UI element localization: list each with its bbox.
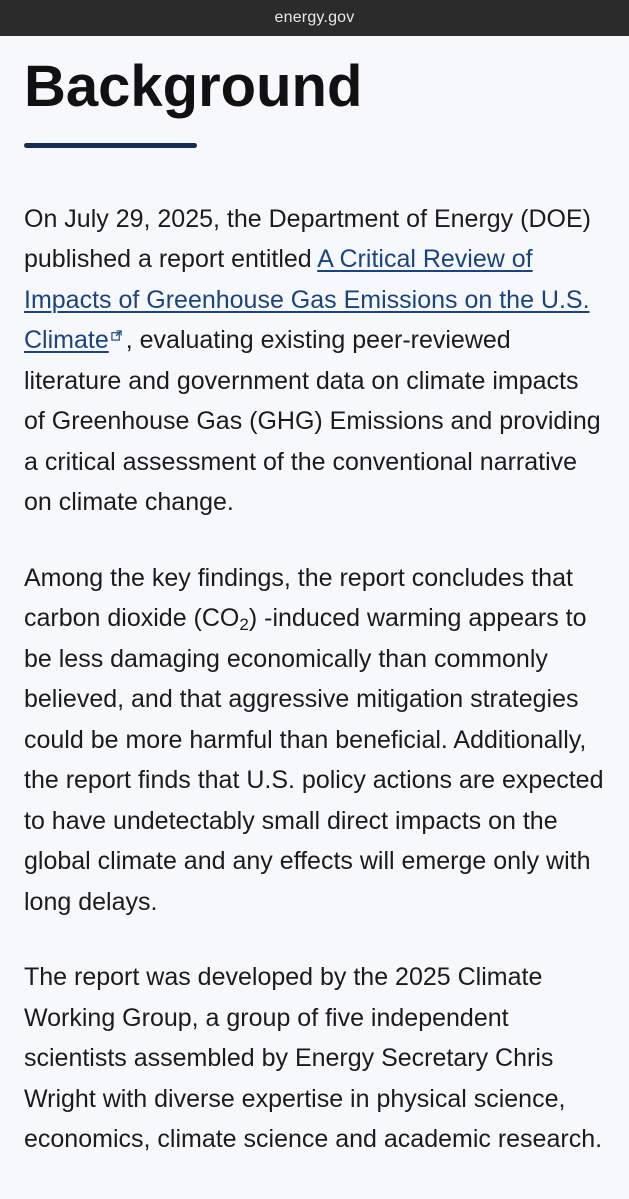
paragraph-2-text-before-sub: Among the key findings, the report concludes that carbon dioxide (CO <box>24 563 573 633</box>
title-underline-rule <box>24 143 197 148</box>
external-link-icon <box>111 330 122 341</box>
page-title: Background <box>24 54 363 119</box>
browser-url-bar[interactable] <box>0 0 629 36</box>
main-content <box>0 56 629 1160</box>
paragraph-report-intro <box>24 199 605 523</box>
url-text: energy.gov <box>274 9 355 26</box>
co2-subscript: 2 <box>239 615 249 635</box>
paragraph-key-findings <box>24 558 605 923</box>
paragraph-1-text-before-link: On July 29, 2025, the Department of Energy (DOE) published a report entitled <box>24 204 591 274</box>
paragraph-working-group: The report was developed by the 2025 Climate Working Group, a group of five independent scientists assembled by Energy Secretary Chris Wright with diverse expertise in physical science, economics, climate science and academic research. <box>24 963 603 1154</box>
report-link-label: A Critical Review of Impacts of Greenhouse Gas Emissions on the U.S. Climate <box>24 245 590 355</box>
paragraph-2-text-after-sub: ) -induced warming appears to be less damaging economically than commonly believed, and that aggressive mitigation strategies could be more harmful than beneficial. Additionally, the report finds that U.S. policy actions are expected to have undetectably small direct impacts on the global climate and any effects will emerge only with long delays. <box>24 604 604 916</box>
paragraph-1-text-after-link: , evaluating existing peer-reviewed literature and government data on climate impacts of Greenhouse Gas (GHG) Emissions and providing a critical assessment of the conventional narrative on climate change. <box>24 326 601 517</box>
